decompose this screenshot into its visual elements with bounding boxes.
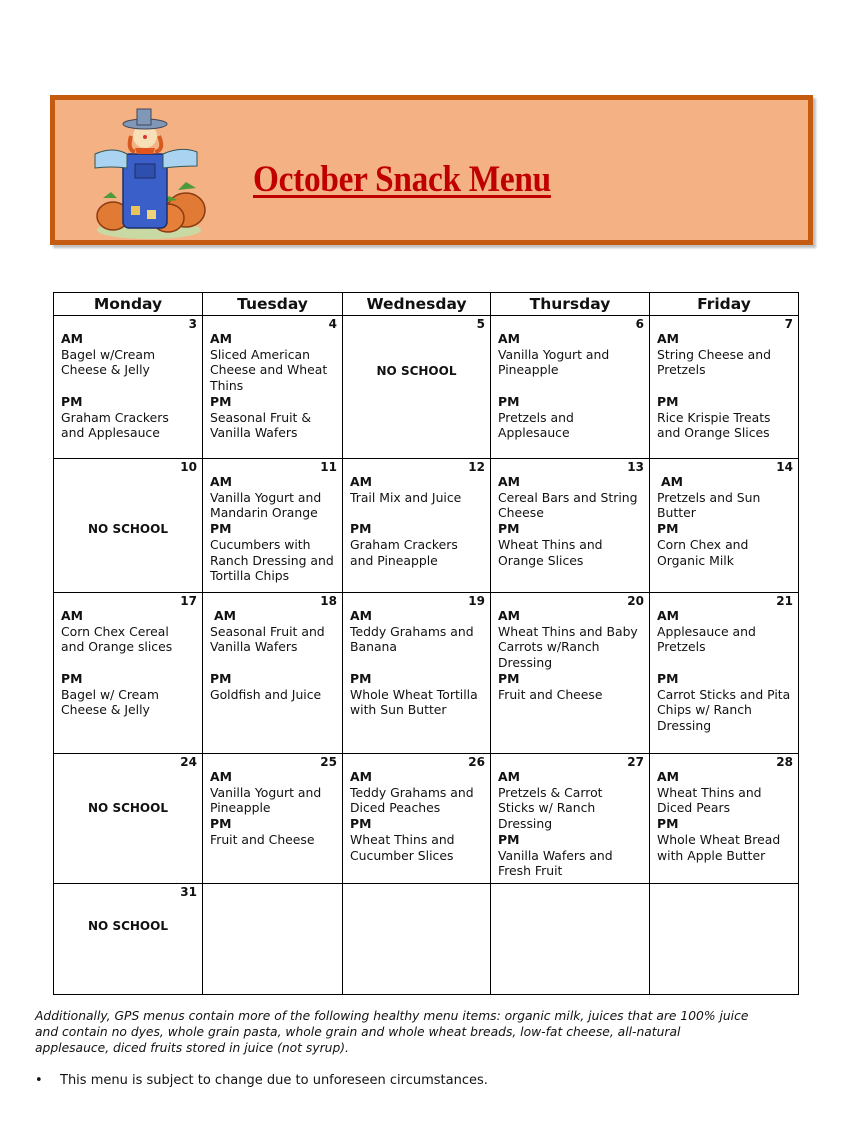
pm-snack: Graham Crackers and Applesauce [61,409,169,441]
pm-snack: Rice Krispie Treats and Orange Slices [657,409,771,441]
week-row [54,459,799,593]
day-cell [343,593,491,754]
day-number: 28 [776,755,793,769]
am-snack: Wheat Thins and Diced Pears [657,784,762,816]
pm-label: PM [210,816,232,832]
day-cell [491,459,650,593]
disclaimer-text: This menu is subject to change due to unforeseen circumstances. [60,1073,488,1088]
day-number: 21 [776,594,793,608]
pm-snack: Whole Wheat Bread with Apple Butter [657,831,781,863]
pm-label: PM [210,393,232,409]
pm-snack: Whole Wheat Tortilla with Sun Butter [350,686,478,718]
no-school-note: NO SCHOOL [376,364,457,378]
pm-label: PM [657,393,679,409]
day-number: 19 [468,594,485,608]
day-number: 4 [328,317,337,331]
empty-day-cell [203,883,343,994]
disclaimer-bullet [35,1073,488,1088]
pm-snack: Corn Chex and Organic Milk [657,536,749,568]
week-row [54,316,799,459]
pm-label: PM [61,393,83,409]
am-label: AM [61,608,83,623]
am-snack: Seasonal Fruit and Vanilla Wafers [210,623,325,655]
day-cell [203,593,343,754]
pm-snack: Wheat Thins and Cucumber Slices [350,831,455,863]
am-label: AM [61,331,83,346]
am-snack: Vanilla Yogurt and Pineapple [210,784,322,816]
day-cell [491,593,650,754]
day-number: 12 [468,460,485,474]
pm-label: PM [61,670,83,686]
pm-label: PM [657,816,679,832]
am-label: AM [498,608,520,623]
day-number: 5 [476,317,485,331]
pm-label: PM [657,521,679,537]
day-number: 13 [627,460,644,474]
day-cell [343,316,491,459]
day-number: 18 [320,594,337,608]
page-title: October Snack Menu [253,159,551,200]
am-snack: Sliced American Cheese and Wheat Thins [210,346,328,394]
am-label: AM [657,331,679,346]
day-cell [491,316,650,459]
pm-label: PM [498,521,520,537]
day-cell [203,459,343,593]
day-cell [343,754,491,884]
pm-snack: Fruit and Cheese [498,686,603,702]
empty-day-cell [650,883,799,994]
week-row [54,754,799,884]
pm-label: PM [498,831,520,847]
header-monday: Monday [54,293,203,316]
pm-snack: Seasonal Fruit & Vanilla Wafers [210,409,312,441]
pm-snack: Carrot Sticks and Pita Chips w/ Ranch Dressing [657,686,791,733]
am-snack: Wheat Thins and Baby Carrots w/Ranch Dressing [498,623,638,671]
week-row [54,883,799,994]
healthy-items-note: Additionally, GPS menus contain more of the following healthy menu items: organic milk, juices that are 100% juice and contain no dyes, whole grain pasta, whole grain and whole wheat breads, low-fat cheese, all-natural applesauce, diced fruits stored in juice (not syrup). [35,1009,749,1055]
pm-snack: Wheat Thins and Orange Slices [498,536,603,568]
pm-snack: Pretzels and Applesauce [498,409,574,441]
day-number: 26 [468,755,485,769]
am-label: AM [657,769,679,784]
am-snack: Trail Mix and Juice [350,489,462,505]
am-label: AM [350,608,372,623]
day-number: 14 [776,460,793,474]
pm-label: PM [657,670,679,686]
day-number: 24 [180,755,197,769]
am-snack: Cereal Bars and String Cheese [498,489,638,521]
am-label: AM [498,769,520,784]
am-label: AM [210,474,232,489]
am-label: AM [657,608,679,623]
pm-snack: Graham Crackers and Pineapple [350,536,458,568]
pm-label: PM [350,816,372,832]
week-row [54,593,799,754]
day-cell [650,316,799,459]
am-snack: Bagel w/Cream Cheese & Jelly [61,346,156,378]
day-number: 11 [320,460,337,474]
day-number: 31 [180,884,197,899]
am-label: AM [214,608,236,623]
day-cell [54,593,203,754]
no-school-note: NO SCHOOL [88,522,168,536]
am-snack: Pretzels and Sun Butter [657,489,761,521]
day-number: 10 [180,460,197,474]
pm-label: PM [350,521,372,537]
no-school-note: NO SCHOOL [88,918,168,933]
empty-day-cell [491,883,650,994]
bullet-icon: • [35,1073,43,1088]
pm-snack: Goldfish and Juice [210,686,322,702]
pm-snack: Vanilla Wafers and Fresh Fruit [498,847,613,879]
pm-snack: Cucumbers with Ranch Dressing and Tortilla Chips [210,536,334,584]
day-number: 25 [320,755,337,769]
am-snack: Applesauce and Pretzels [657,623,756,655]
pm-label: PM [498,393,520,409]
am-label: AM [210,769,232,784]
header-friday: Friday [650,293,799,316]
day-cell [54,459,203,593]
am-snack: Pretzels & Carrot Sticks w/ Ranch Dressing [498,784,603,832]
day-number: 17 [180,594,197,608]
day-number: 7 [784,317,793,331]
am-snack: String Cheese and Pretzels [657,346,771,378]
am-label: AM [350,769,372,784]
day-cell [54,316,203,459]
day-cell [650,754,799,884]
day-cell [203,754,343,884]
weekday-header-row [54,293,799,316]
am-label: AM [210,331,232,346]
day-cell [491,754,650,884]
am-label: AM [661,474,683,489]
day-number: 6 [635,317,644,331]
empty-day-cell [343,883,491,994]
header-wednesday: Wednesday [343,293,491,316]
day-cell [54,883,203,994]
pm-label: PM [210,521,232,537]
pm-snack: Fruit and Cheese [210,831,315,847]
scarecrow-illustration [83,106,215,242]
header-tuesday: Tuesday [203,293,343,316]
day-number: 20 [627,594,644,608]
pm-label: PM [210,670,232,686]
day-cell [203,316,343,459]
am-label: AM [498,331,520,346]
day-number: 27 [627,755,644,769]
am-snack: Teddy Grahams and Banana [350,623,474,655]
no-school-note: NO SCHOOL [88,801,168,815]
snack-menu-calendar [53,292,799,995]
pm-snack: Bagel w/ Cream Cheese & Jelly [61,686,159,718]
am-label: AM [498,474,520,489]
am-snack: Vanilla Yogurt and Pineapple [498,346,610,378]
title-banner [50,95,813,245]
header-thursday: Thursday [491,293,650,316]
day-cell [343,459,491,593]
pm-label: PM [498,670,520,686]
am-label: AM [350,474,372,489]
am-snack: Corn Chex Cereal and Orange slices [61,623,173,655]
pm-label: PM [350,670,372,686]
day-cell [650,593,799,754]
day-number: 3 [188,317,197,331]
am-snack: Teddy Grahams and Diced Peaches [350,784,474,816]
am-snack: Vanilla Yogurt and Mandarin Orange [210,489,322,521]
day-cell [650,459,799,593]
day-cell [54,754,203,884]
